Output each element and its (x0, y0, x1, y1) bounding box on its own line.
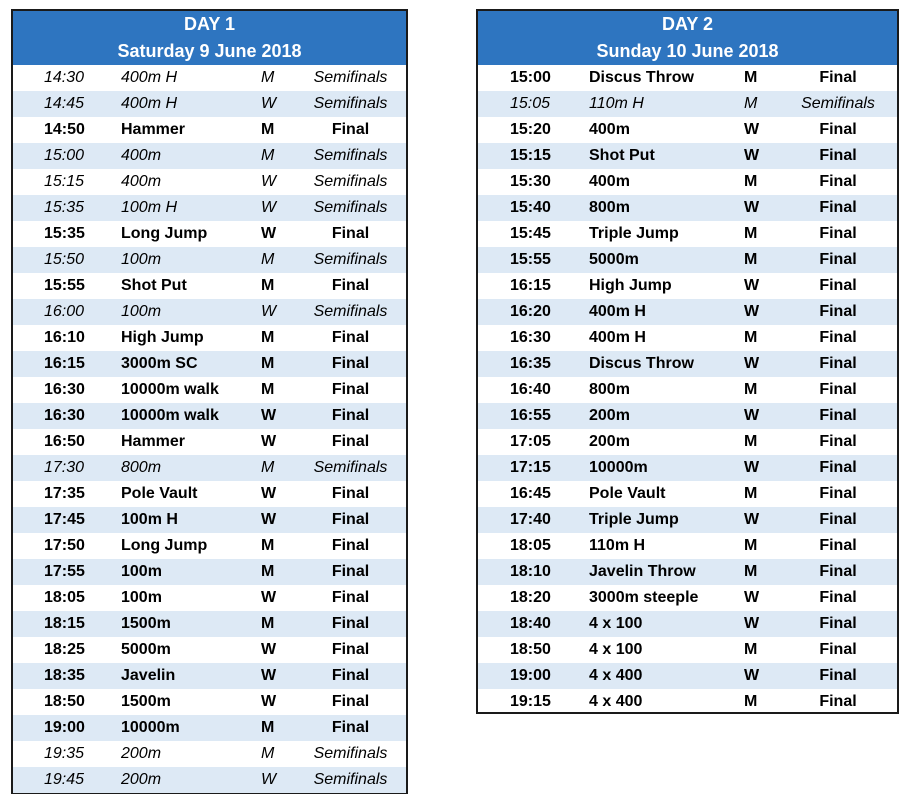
gender-cell: M (744, 251, 758, 268)
event-cell: 800m (589, 381, 630, 398)
event-cell: 400m (121, 147, 162, 164)
table-row (478, 377, 897, 403)
gender-cell: W (261, 199, 277, 216)
event-cell: Shot Put (589, 147, 655, 164)
gender-cell: W (744, 589, 760, 606)
time-cell: 17:15 (510, 459, 551, 476)
gender-cell: W (261, 173, 277, 190)
time-cell: 18:05 (510, 537, 551, 554)
table-row (478, 533, 897, 559)
event-cell: Discus Throw (589, 69, 694, 86)
gender-cell: M (261, 381, 275, 398)
time-cell: 14:30 (44, 69, 85, 86)
round-cell: Semifinals (313, 771, 388, 788)
table-row (478, 585, 897, 611)
time-cell: 17:55 (44, 563, 85, 580)
table-row (13, 559, 406, 585)
time-cell: 15:20 (510, 121, 551, 138)
table-row (478, 351, 897, 377)
round-cell: Final (331, 329, 370, 346)
time-cell: 16:30 (44, 381, 85, 398)
gender-cell: W (744, 615, 760, 632)
time-cell: 15:15 (44, 173, 85, 190)
event-cell: Discus Throw (589, 355, 694, 372)
gender-cell: W (261, 693, 277, 710)
time-cell: 19:45 (44, 771, 85, 788)
round-cell: Final (819, 121, 857, 138)
gender-cell: M (744, 329, 758, 346)
table-row (13, 299, 406, 325)
time-cell: 17:30 (44, 459, 85, 476)
table-row (13, 65, 406, 91)
gender-cell: W (744, 459, 760, 476)
gender-cell: M (744, 563, 758, 580)
gender-cell: M (261, 147, 275, 164)
time-cell: 18:20 (510, 589, 551, 606)
gender-cell: W (261, 667, 277, 684)
round-cell: Semifinals (801, 95, 875, 112)
time-cell: 16:10 (44, 329, 85, 346)
table-row (478, 169, 897, 195)
round-cell: Final (331, 537, 370, 554)
round-cell: Semifinals (313, 69, 388, 86)
round-cell: Final (819, 147, 857, 164)
table-row (13, 663, 406, 689)
gender-cell: W (744, 355, 760, 372)
time-cell: 17:50 (44, 537, 85, 554)
table-row (13, 689, 406, 715)
round-cell: Final (331, 667, 370, 684)
round-cell: Semifinals (313, 199, 388, 216)
event-cell: 5000m (121, 641, 171, 658)
table-row (478, 507, 897, 533)
round-cell: Final (331, 381, 370, 398)
table-row (478, 637, 897, 663)
table-row (478, 429, 897, 455)
gender-cell: W (261, 771, 277, 788)
gender-cell: W (261, 225, 277, 242)
time-cell: 17:45 (44, 511, 85, 528)
event-cell: 800m (589, 199, 630, 216)
event-cell: 100m H (121, 511, 178, 528)
event-cell: 400m (589, 121, 630, 138)
time-cell: 15:55 (510, 251, 551, 268)
gender-cell: W (261, 641, 277, 658)
gender-cell: W (261, 303, 277, 320)
time-cell: 16:35 (510, 355, 551, 372)
round-cell: Final (819, 667, 857, 684)
day1-title: DAY 1 (183, 14, 236, 34)
table-row (13, 247, 406, 273)
gender-cell: M (261, 615, 275, 632)
time-cell: 18:15 (44, 615, 85, 632)
event-cell: Triple Jump (589, 511, 679, 528)
table-row (13, 325, 406, 351)
event-cell: Long Jump (121, 225, 208, 242)
event-cell: 100m (121, 563, 162, 580)
time-cell: 16:55 (510, 407, 551, 424)
time-cell: 18:50 (510, 641, 551, 658)
day2-title: DAY 2 (661, 14, 714, 34)
time-cell: 15:05 (510, 95, 551, 112)
event-cell: 400m (121, 173, 162, 190)
event-cell: 10000m (121, 719, 180, 736)
round-cell: Final (331, 719, 370, 736)
event-cell: High Jump (121, 329, 204, 346)
event-cell: 10000m (589, 459, 648, 476)
round-cell: Final (819, 693, 857, 710)
event-cell: High Jump (589, 277, 672, 294)
gender-cell: M (261, 459, 275, 476)
gender-cell: W (261, 407, 277, 424)
round-cell: Semifinals (313, 303, 388, 320)
time-cell: 16:50 (44, 433, 85, 450)
table-row (13, 455, 406, 481)
time-cell: 16:30 (44, 407, 85, 424)
round-cell: Final (819, 459, 857, 476)
event-cell: 200m (589, 433, 630, 450)
round-cell: Final (819, 563, 857, 580)
round-cell: Final (331, 589, 370, 606)
table-row (478, 247, 897, 273)
round-cell: Final (819, 199, 857, 216)
time-cell: 15:50 (44, 251, 85, 268)
round-cell: Final (331, 277, 370, 294)
table-row (13, 611, 406, 637)
event-cell: 100m (121, 303, 162, 320)
gender-cell: M (261, 69, 275, 86)
time-cell: 19:15 (510, 693, 551, 710)
table-row (478, 611, 897, 637)
round-cell: Final (819, 615, 857, 632)
table-row (478, 273, 897, 299)
event-cell: 400m H (589, 329, 646, 346)
event-cell: Pole Vault (589, 485, 666, 502)
table-row (13, 117, 406, 143)
time-cell: 16:30 (510, 329, 551, 346)
time-cell: 15:40 (510, 199, 551, 216)
gender-cell: W (744, 199, 760, 216)
event-cell: 10000m walk (121, 407, 219, 424)
gender-cell: W (744, 511, 760, 528)
round-cell: Final (331, 355, 370, 372)
gender-cell: W (744, 121, 760, 138)
time-cell: 16:45 (510, 485, 551, 502)
time-cell: 16:40 (510, 381, 551, 398)
round-cell: Final (819, 225, 857, 242)
table-row (478, 117, 897, 143)
table-row (13, 429, 406, 455)
round-cell: Final (819, 173, 857, 190)
day1-header (13, 11, 406, 65)
round-cell: Final (331, 615, 370, 632)
time-cell: 15:30 (510, 173, 551, 190)
time-cell: 16:00 (44, 303, 85, 320)
round-cell: Final (819, 69, 857, 86)
event-cell: 3000m steeple (589, 589, 699, 606)
table-row (478, 663, 897, 689)
round-cell: Semifinals (313, 745, 388, 762)
time-cell: 19:00 (510, 667, 551, 684)
event-cell: 110m H (589, 537, 646, 554)
event-cell: 400m (589, 173, 630, 190)
event-cell: 4 x 100 (589, 641, 643, 658)
time-cell: 17:40 (510, 511, 551, 528)
event-cell: 400m H (589, 303, 646, 320)
table-row (13, 403, 406, 429)
gender-cell: W (261, 433, 277, 450)
time-cell: 15:35 (44, 199, 85, 216)
time-cell: 16:20 (510, 303, 551, 320)
time-cell: 14:50 (44, 121, 85, 138)
table-row (13, 91, 406, 117)
round-cell: Final (819, 329, 857, 346)
round-cell: Semifinals (313, 251, 388, 268)
table-row (13, 533, 406, 559)
table-row (478, 559, 897, 585)
time-cell: 16:15 (510, 277, 551, 294)
round-cell: Final (819, 381, 857, 398)
round-cell: Final (331, 511, 370, 528)
table-row (478, 325, 897, 351)
table-row (478, 195, 897, 221)
event-cell: Hammer (121, 433, 186, 450)
event-cell: 5000m (589, 251, 639, 268)
round-cell: Final (819, 511, 857, 528)
time-cell: 18:25 (44, 641, 85, 658)
time-cell: 17:35 (44, 485, 85, 502)
gender-cell: M (261, 745, 275, 762)
table-row (13, 143, 406, 169)
event-cell: Javelin Throw (589, 563, 696, 580)
event-cell: Long Jump (121, 537, 208, 554)
event-cell: 800m (121, 459, 162, 476)
event-cell: 4 x 100 (589, 615, 643, 632)
table-row (13, 169, 406, 195)
table-row (13, 273, 406, 299)
event-cell: 100m (121, 251, 162, 268)
time-cell: 15:45 (510, 225, 551, 242)
gender-cell: W (744, 407, 760, 424)
round-cell: Final (331, 433, 370, 450)
gender-cell: W (261, 589, 277, 606)
table-row (13, 637, 406, 663)
table-row (478, 65, 897, 91)
gender-cell: W (744, 147, 760, 164)
event-cell: 100m (121, 589, 162, 606)
table-row (13, 351, 406, 377)
event-cell: 1500m (121, 615, 171, 632)
gender-cell: M (744, 693, 758, 710)
gender-cell: M (261, 563, 275, 580)
time-cell: 18:40 (510, 615, 551, 632)
round-cell: Final (331, 641, 370, 658)
gender-cell: W (744, 667, 760, 684)
table-row (13, 741, 406, 767)
day2-date: Sunday 10 June 2018 (596, 41, 779, 61)
table-row (13, 377, 406, 403)
table-row (478, 689, 897, 715)
table-row (13, 715, 406, 741)
gender-cell: M (744, 173, 758, 190)
table-row (13, 767, 406, 793)
round-cell: Final (819, 433, 857, 450)
event-cell: 4 x 400 (589, 667, 643, 684)
round-cell: Semifinals (313, 95, 388, 112)
time-cell: 15:15 (510, 147, 551, 164)
event-cell: 400m H (121, 69, 178, 86)
day1-rows (13, 65, 406, 793)
event-cell: 200m (589, 407, 630, 424)
round-cell: Final (331, 563, 370, 580)
day1-date: Saturday 9 June 2018 (117, 41, 302, 61)
time-cell: 17:05 (510, 433, 551, 450)
event-cell: 200m (121, 745, 162, 762)
time-cell: 15:00 (510, 69, 551, 86)
round-cell: Final (331, 693, 370, 710)
time-cell: 19:00 (44, 719, 85, 736)
event-cell: 3000m SC (121, 355, 198, 372)
day2-header (478, 11, 897, 65)
time-cell: 18:50 (44, 693, 85, 710)
table-row (478, 403, 897, 429)
round-cell: Final (331, 121, 370, 138)
gender-cell: M (744, 225, 758, 242)
gender-cell: W (744, 277, 760, 294)
time-cell: 19:35 (44, 745, 85, 762)
round-cell: Final (331, 485, 370, 502)
table-row (13, 507, 406, 533)
round-cell: Final (819, 355, 857, 372)
time-cell: 14:45 (44, 95, 85, 112)
event-cell: 110m H (589, 95, 644, 112)
day2-schedule-table (476, 9, 899, 714)
table-row (13, 585, 406, 611)
table-row (478, 143, 897, 169)
event-cell: Shot Put (121, 277, 187, 294)
gender-cell: W (261, 485, 277, 502)
round-cell: Semifinals (313, 459, 388, 476)
gender-cell: M (744, 95, 758, 112)
day1-schedule-table (11, 9, 408, 794)
round-cell: Final (819, 407, 857, 424)
event-cell: 100m H (121, 199, 178, 216)
gender-cell: M (261, 329, 275, 346)
time-cell: 15:55 (44, 277, 85, 294)
gender-cell: M (744, 485, 758, 502)
gender-cell: M (744, 433, 758, 450)
table-row (13, 221, 406, 247)
round-cell: Final (819, 537, 857, 554)
round-cell: Final (331, 407, 370, 424)
gender-cell: M (261, 355, 275, 372)
time-cell: 18:10 (510, 563, 551, 580)
table-row (13, 195, 406, 221)
event-cell: Pole Vault (121, 485, 198, 502)
day2-rows (478, 65, 897, 715)
event-cell: 4 x 400 (589, 693, 643, 710)
table-row (478, 481, 897, 507)
gender-cell: M (261, 277, 275, 294)
gender-cell: W (261, 511, 277, 528)
round-cell: Final (819, 589, 857, 606)
time-cell: 16:15 (44, 355, 85, 372)
gender-cell: M (744, 641, 758, 658)
gender-cell: M (744, 69, 758, 86)
gender-cell: M (261, 251, 275, 268)
round-cell: Final (819, 485, 857, 502)
time-cell: 18:35 (44, 667, 85, 684)
gender-cell: W (744, 303, 760, 320)
gender-cell: M (261, 537, 275, 554)
table-row (478, 221, 897, 247)
gender-cell: M (744, 537, 758, 554)
round-cell: Final (819, 303, 857, 320)
table-row (478, 299, 897, 325)
event-cell: 10000m walk (121, 381, 219, 398)
event-cell: 1500m (121, 693, 171, 710)
event-cell: 400m H (121, 95, 178, 112)
time-cell: 15:00 (44, 147, 85, 164)
event-cell: Triple Jump (589, 225, 679, 242)
gender-cell: M (261, 121, 275, 138)
table-row (13, 481, 406, 507)
event-cell: 200m (121, 771, 162, 788)
round-cell: Final (819, 277, 857, 294)
event-cell: Javelin (121, 667, 176, 684)
time-cell: 15:35 (44, 225, 85, 242)
time-cell: 18:05 (44, 589, 85, 606)
gender-cell: M (261, 719, 275, 736)
round-cell: Semifinals (313, 173, 388, 190)
round-cell: Final (331, 225, 370, 242)
event-cell: Hammer (121, 121, 186, 138)
round-cell: Final (819, 641, 857, 658)
round-cell: Final (819, 251, 857, 268)
round-cell: Semifinals (313, 147, 388, 164)
gender-cell: W (261, 95, 277, 112)
table-row (478, 91, 897, 117)
table-row (478, 455, 897, 481)
gender-cell: M (744, 381, 758, 398)
